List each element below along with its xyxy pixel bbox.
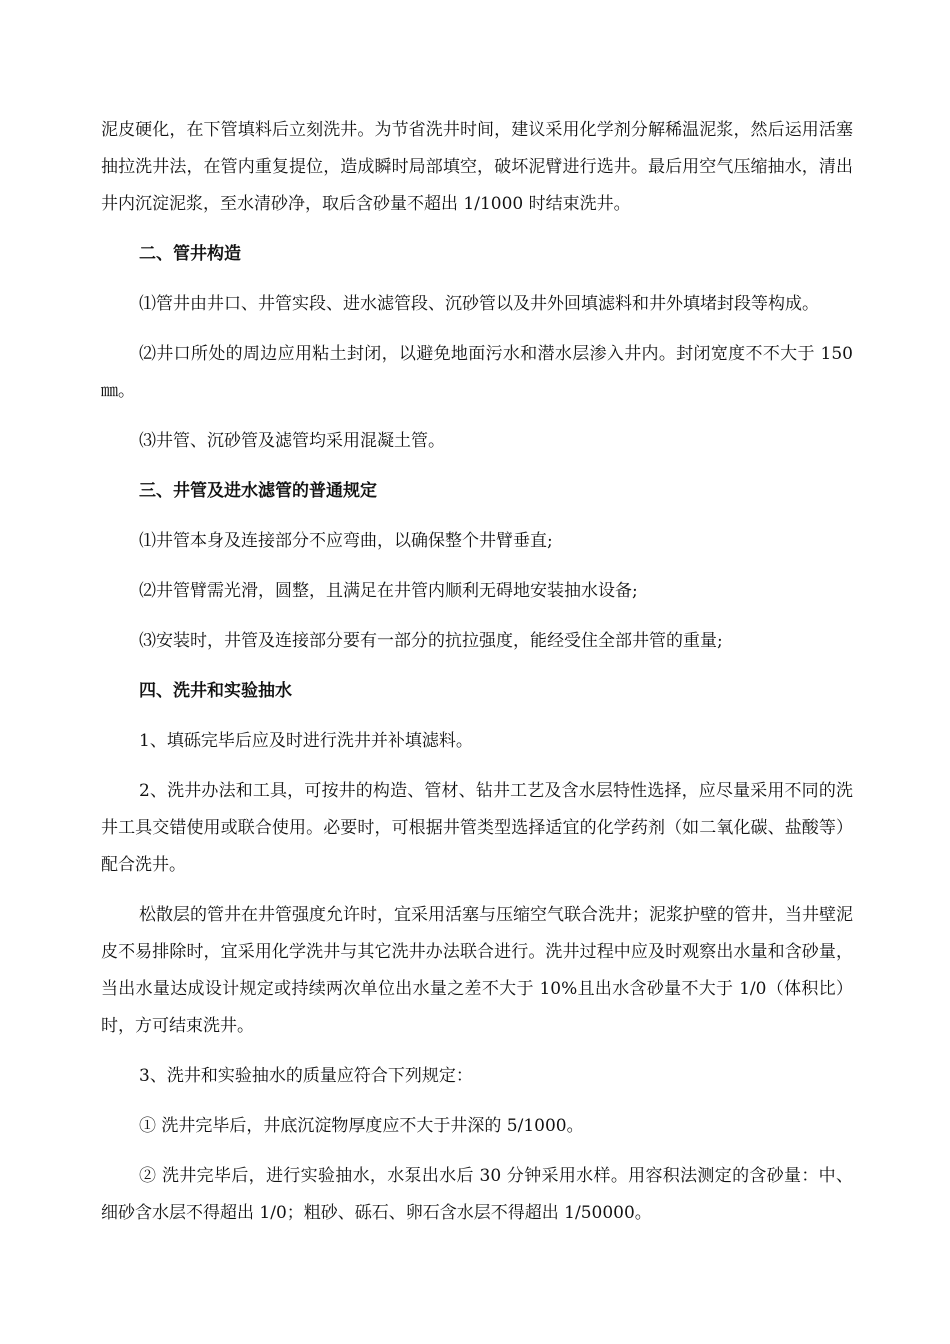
paragraph-3-1: ⑴井管本身及连接部分不应弯曲，以确保整个井臂垂直; (139, 531, 553, 551)
paragraph-4-2-cont: 松散层的管井在井管强度允许时，宜采用活塞与压缩空气联合洗井；泥浆护壁的管井，当井壁泥皮不易排除时，宜采用化学洗井与其它洗井办法联合进行。洗井过程中应及时观察出水量和含砂量，当出水量达成设计规定或持续两次单位出水量之差不大于 10%且出水含砂量不大于 1/0（体积比）时，方可结束洗井。 (101, 905, 853, 1036)
paragraph-3-3: ⑶安装时，井管及连接部分要有一部分的抗拉强度，能经受住全部井管的重量; (139, 631, 723, 651)
paragraph-4-2: 2、洗井办法和工具，可按井的构造、管材、钻井工艺及含水层特性选择，应尽量采用不同的洗井工具交错使用或联合使用。必要时，可根据井管类型选择适宜的化学药剂（如二氧化碳、盐酸等）配合洗井。 (101, 781, 853, 875)
paragraph-3-2: ⑵井管臂需光滑，圆整，且满足在井管内顺利无碍地安装抽水设备; (139, 581, 638, 601)
section-heading-4: 四、洗井和实验抽水 (139, 681, 292, 701)
section-heading-2: 二、管井构造 (139, 244, 241, 264)
paragraph-4-1: 1、填砾完毕后应及时进行洗井并补填滤料。 (139, 731, 473, 751)
paragraph-4-3: 3、洗井和实验抽水的质量应符合下列规定： (139, 1066, 473, 1086)
paragraph-4-3-2: ② 洗井完毕后，进行实验抽水，水泵出水后 30 分钟采用水样。用容积法测定的含砂量：中、细砂含水层不得超出 1/0；粗砂、砾石、卵石含水层不得超出 1/50000。 (101, 1166, 853, 1223)
paragraph-continued: 泥皮硬化，在下管填料后立刻洗井。为节省洗井时间，建议采用化学剂分解稀温泥浆，然后运用活塞抽拉洗井法，在管内重复提位，造成瞬时局部填空，破坏泥臂进行选井。最后用空气压缩抽水，清出井内沉淀泥浆，至水清砂净，取后含砂量不超出 1/1000 时结束洗井。 (101, 120, 853, 214)
section-heading-3: 三、井管及进水滤管的普通规定 (139, 481, 377, 501)
paragraph-2-2: ⑵井口所处的周边应用粘土封闭，以避免地面污水和潜水层渗入井内。封闭宽度不不大于 150㎜。 (101, 344, 853, 401)
document-body (101, 112, 853, 1232)
paragraph-4-3-1: ① 洗井完毕后，井底沉淀物厚度应不大于井深的 5/1000。 (139, 1116, 584, 1136)
paragraph-2-1: ⑴管井由井口、井管实段、进水滤管段、沉砂管以及井外回填滤料和井外填堵封段等构成。 (139, 294, 819, 314)
paragraph-2-3: ⑶井管、沉砂管及滤管均采用混凝土管。 (139, 431, 445, 451)
